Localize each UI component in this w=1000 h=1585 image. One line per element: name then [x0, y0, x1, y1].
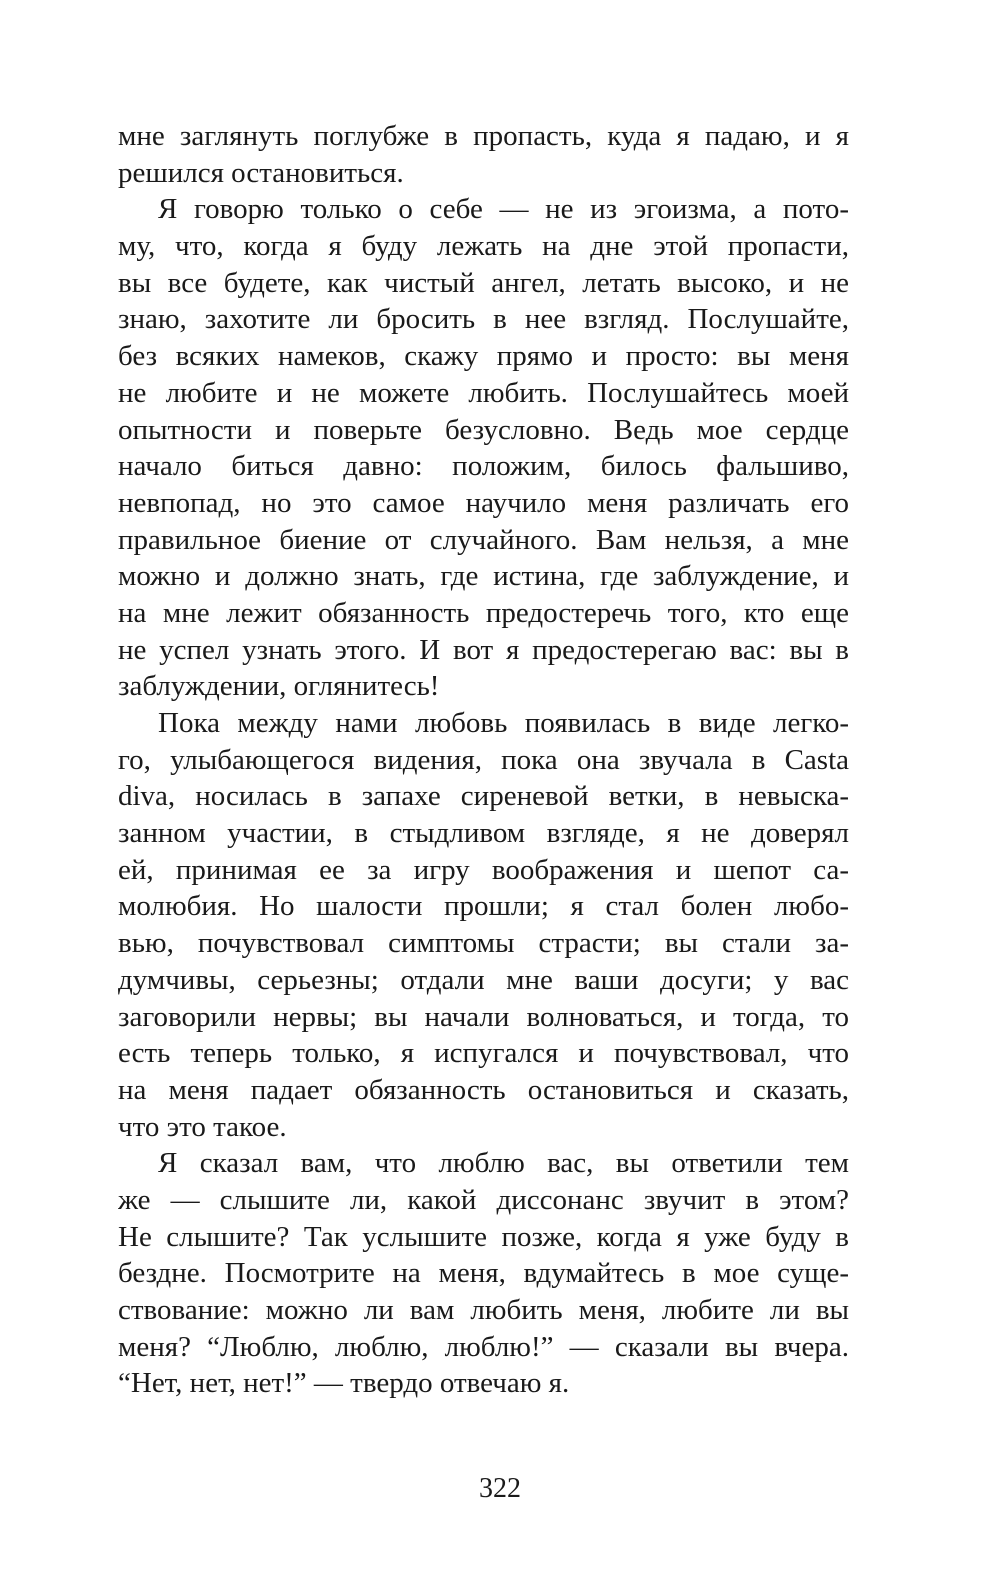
- text-line: начало биться давно: положим, билось фальшиво,: [118, 450, 849, 483]
- body-text: [118, 118, 849, 1402]
- text-line: му, что, когда я буду лежать на дне этой пропасти,: [118, 230, 849, 263]
- text-line: заговорили нервы; вы начали волноваться, и тогда, то: [118, 1000, 849, 1033]
- text-line: “Нет, нет, нет!” — твердо отвечаю я.: [118, 1367, 570, 1400]
- text-line: думчивы, серьезны; отдали мне ваши досуги; у вас: [118, 963, 849, 996]
- text-line: вью, почувствовал симптомы страсти; вы стали за-: [118, 927, 849, 960]
- text-line: на мне лежит обязанность предостеречь того, кто еще: [118, 596, 849, 629]
- text-line: что это такое.: [118, 1110, 287, 1143]
- text-line: невпопад, но это самое научило меня различать его: [118, 486, 849, 519]
- text-line: Я сказал вам, что люблю вас, вы ответили тем: [158, 1147, 849, 1180]
- text-line: бездне. Посмотрите на меня, вдумайтесь в мое суще-: [118, 1257, 849, 1290]
- text-line: не любите и не можете любить. Послушайтесь моей: [118, 376, 849, 409]
- text-line: diva, носилась в запахе сиреневой ветки, в невыска-: [118, 780, 849, 813]
- text-line: мне заглянуть поглубже в пропасть, куда я падаю, и я: [118, 120, 849, 152]
- text-line: правильное биение от случайного. Вам нельзя, а мне: [118, 523, 849, 556]
- text-line: вы все будете, как чистый ангел, летать высоко, и не: [118, 266, 849, 299]
- text-line: Пока между нами любовь появилась в виде легко-: [158, 707, 849, 739]
- text-line: заблуждении, оглянитесь!: [118, 670, 440, 703]
- text-line: ей, принимая ее за игру воображения и шепот са-: [118, 853, 849, 886]
- text-line: меня? “Люблю, люблю, люблю!” — сказали вы вчера.: [118, 1330, 849, 1363]
- text-line: знаю, захотите ли бросить в нее взгляд. Послушайте,: [118, 303, 849, 336]
- text-line: же — слышите ли, какой диссонанс звучит в этом?: [118, 1183, 849, 1216]
- text-line: решился остановиться.: [118, 156, 404, 189]
- text-line: занном участии, в стыдливом взгляде, я не доверял: [118, 817, 849, 850]
- text-line: ствование: можно ли вам любить меня, любите ли вы: [118, 1294, 849, 1326]
- text-line: без всяких намеков, скажу прямо и просто: вы меня: [118, 340, 849, 373]
- text-line: молюбия. Но шалости прошли; я стал болен любо-: [118, 890, 849, 923]
- text-line: Я говорю только о себе — не из эгоизма, а пото-: [158, 193, 849, 226]
- text-line: на меня падает обязанность остановиться и сказать,: [118, 1073, 849, 1106]
- text-line: Не слышите? Так услышите позже, когда я уже буду в: [118, 1220, 849, 1253]
- text-line: можно и должно знать, где истина, где заблуждение, и: [118, 560, 849, 593]
- page-number: 322: [479, 1473, 521, 1504]
- text-line: не успел узнать этого. И вот я предостерегаю вас: вы в: [118, 633, 849, 666]
- text-line: опытности и поверьте безусловно. Ведь мое сердце: [118, 413, 849, 446]
- text-line: есть теперь только, я испугался и почувствовал, что: [118, 1037, 849, 1070]
- text-line: го, улыбающегося видения, пока она звучала в Casta: [118, 743, 849, 776]
